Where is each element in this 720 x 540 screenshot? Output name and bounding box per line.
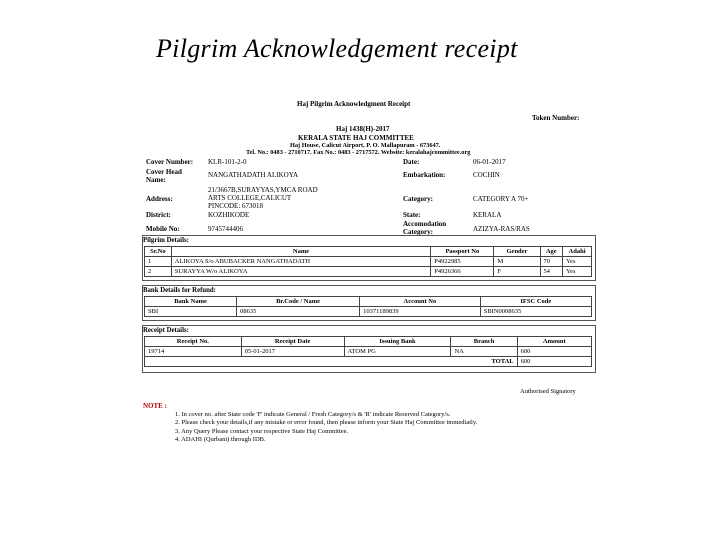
cell: ALIKOYA S/o ABUBACKER NANGATHADATH <box>171 257 430 267</box>
col-branch: Br.Code / Name <box>237 297 360 307</box>
note-item: 4. ADAHI (Qurbani) through IDB. <box>175 436 266 444</box>
category-value: CATEGORY A 70+ <box>473 195 529 203</box>
col-ifsc: IFSC Code <box>480 297 591 307</box>
cell: 05-01-2017 <box>241 347 344 357</box>
pilgrim-table-header <box>145 247 592 257</box>
col-issuing-bank: Issuing Bank <box>344 337 451 347</box>
note-item: 3. Any Query Please contact your respective State Haj Committee. <box>175 427 349 435</box>
table-row <box>145 307 592 317</box>
address-line-1: 21/3667B,SURAYYAS,YMCA ROAD <box>208 186 318 194</box>
state-label: State: <box>403 211 421 219</box>
date-label: Date: <box>403 158 420 166</box>
col-passport: Passport No <box>431 247 494 257</box>
committee-contact: Tel. No.: 0483 - 2710717. Fax No.: 0483 - 2717572. Website: keralahajcommittee.org <box>246 149 471 156</box>
receipt-table-header <box>145 337 592 347</box>
cell: 54 <box>540 267 563 277</box>
district-value: KOZHIKODE <box>208 211 250 219</box>
address-line-3: PINCODE: 673018 <box>208 202 264 210</box>
committee-address: Haj House, Calicut Airport, P. O. Mallapuram - 673647. <box>290 142 441 149</box>
col-name: Name <box>171 247 430 257</box>
cell: 2 <box>145 267 172 277</box>
slide-title: Pilgrim Acknowledgement receipt <box>156 34 518 63</box>
accommodation-label: Accomodation <box>403 220 447 228</box>
cell: 1 <box>145 257 172 267</box>
embarkation-value: COCHIN <box>473 171 500 179</box>
col-branch: Branch <box>451 337 517 347</box>
cover-number-label: Cover Number: <box>146 158 194 166</box>
col-amount: Amount <box>517 337 591 347</box>
table-row <box>145 257 592 267</box>
address-line-2: ARTS COLLEGE,CALICUT <box>208 194 292 202</box>
cell: ATOM PG <box>344 347 451 357</box>
bank-details-heading: Bank Details for Refund: <box>143 287 216 294</box>
state-value: KERALA <box>473 211 502 219</box>
accommodation-label-2: Category: <box>403 228 433 236</box>
note-title: NOTE : <box>143 402 167 410</box>
total-label: TOTAL <box>145 357 518 367</box>
pilgrim-table <box>144 246 592 277</box>
date-value: 06-01-2017 <box>473 158 506 166</box>
mobile-label: Mobile No: <box>146 225 180 233</box>
pilgrim-details-heading: Pilgrim Details: <box>143 237 189 244</box>
cell: Yes <box>563 267 592 277</box>
receipt-title: Haj Pilgrim Acknowledgment Receipt <box>297 100 411 108</box>
cell: SBI <box>145 307 237 317</box>
authorised-signatory: Authorised Signatory <box>520 388 576 395</box>
cell: P4922985 <box>431 257 494 267</box>
cover-head-label-2: Name: <box>146 176 166 184</box>
cover-number-value: KLR-101-2-0 <box>208 158 247 166</box>
col-account: Account No <box>360 297 481 307</box>
category-label: Category: <box>403 195 433 203</box>
col-receipt-no: Receipt No. <box>145 337 242 347</box>
bank-table <box>144 296 592 317</box>
note-item: 1. In cover no. after State code 'F' indicate General / Fresh Category/s & 'R' indicate Reserved Category/s. <box>175 411 451 418</box>
cell: 10371189839 <box>360 307 481 317</box>
note-item: 2. Please check your details,if any mistake or error found, then please inform your State Haj Committee immediatly. <box>175 419 478 427</box>
cell: 600 <box>517 347 591 357</box>
cell: 19714 <box>145 347 242 357</box>
receipt-details-heading: Receipt Details: <box>143 327 189 334</box>
cell: SBIN0008635 <box>480 307 591 317</box>
committee-name: KERALA STATE HAJ COMMITTEE <box>298 134 414 142</box>
receipt-document <box>142 98 597 443</box>
cell: SURAYYA W/o ALIKOYA <box>171 267 430 277</box>
cell: F <box>494 267 540 277</box>
col-adahi: Adahi <box>563 247 592 257</box>
table-row <box>145 347 592 357</box>
haj-year: Haj 1438(H)-2017 <box>336 125 390 133</box>
token-number-label: Token Number: <box>532 114 580 122</box>
cell: 08635 <box>237 307 360 317</box>
col-age: Age <box>540 247 563 257</box>
accommodation-value: AZIZYA-RAS/RAS <box>473 225 530 233</box>
cell: P4926366 <box>431 267 494 277</box>
table-row <box>145 267 592 277</box>
mobile-value: 9745744406 <box>208 225 243 233</box>
col-receipt-date: Receipt Date <box>241 337 344 347</box>
cover-head-value: NANGATHADATH ALIKOYA <box>208 171 299 179</box>
total-value: 600 <box>517 357 591 367</box>
cell: NA <box>451 347 517 357</box>
embarkation-label: Embarkation: <box>403 171 446 179</box>
bank-table-header <box>145 297 592 307</box>
cover-head-label: Cover Head <box>146 168 182 176</box>
col-bank-name: Bank Name <box>145 297 237 307</box>
col-gender: Gender <box>494 247 540 257</box>
address-label: Address: <box>146 195 173 203</box>
receipt-table <box>144 336 592 367</box>
notes-list <box>175 411 477 445</box>
total-row <box>145 357 592 367</box>
cell: M <box>494 257 540 267</box>
district-label: District: <box>146 211 171 219</box>
cell: Yes <box>563 257 592 267</box>
cell: 70 <box>540 257 563 267</box>
col-srno: Sr.No <box>145 247 172 257</box>
